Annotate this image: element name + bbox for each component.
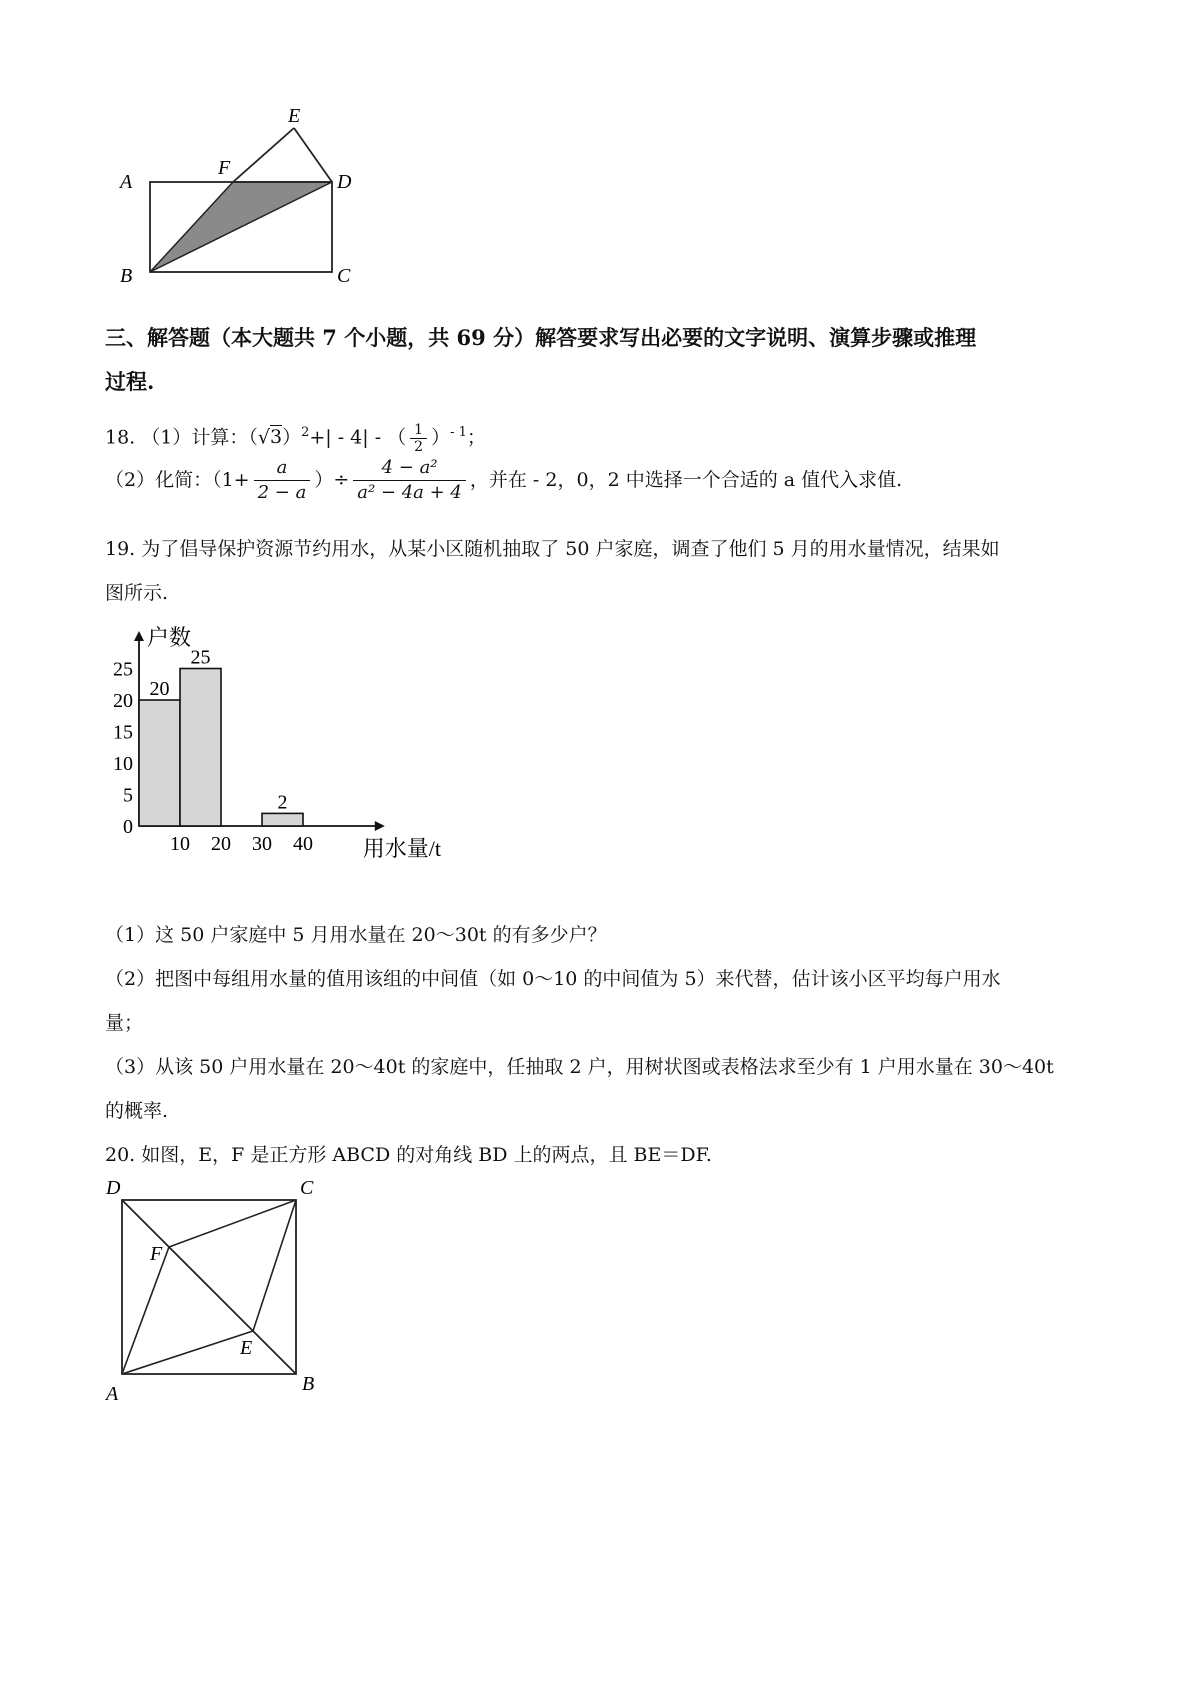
figure-17 [110, 100, 390, 290]
label-f20: F [150, 1243, 163, 1265]
q18-part1-mid3: ） [431, 426, 451, 449]
q18-part2-end: ，并在 - 2，0，2 中选择一个合适的 a 值代入求值. [469, 469, 903, 491]
diagonal-bd [122, 1200, 296, 1374]
x-tick-label: 40 [293, 833, 313, 855]
q18-part1-mid: ） [282, 426, 302, 449]
q18-part1 [105, 420, 486, 455]
exponent-neg1: - 1 [450, 425, 467, 440]
q19-sub3-line1: （3）从该 50 户用水量在 20～40t 的家庭中，任抽取 2 户，用树状图或表格法求至少有 1 户用水量在 30～40t [105, 1056, 1054, 1078]
line-ea [122, 1331, 253, 1374]
x-tick-label: 30 [252, 833, 272, 855]
label-c20: C [300, 1178, 314, 1199]
exponent-2: 2 [301, 425, 310, 440]
label-c: C [337, 265, 351, 287]
half-denominator: 2 [414, 438, 424, 455]
line-ce [253, 1200, 296, 1331]
q18-number: 18. [105, 426, 136, 449]
line-fe [233, 128, 294, 182]
y-axis-arrow [134, 631, 144, 641]
q19-sub2-line2: 量； [105, 1012, 144, 1034]
q20-line1: 20. 如图，E，F 是正方形 ABCD 的对角线 BD 上的两点，且 BE＝DF. [105, 1144, 712, 1166]
bar-value-label: 20 [149, 678, 170, 700]
label-d: D [337, 171, 352, 193]
y-tick-label: 25 [113, 658, 133, 681]
y-tick-label: 5 [123, 784, 133, 807]
label-e20: E [240, 1337, 253, 1359]
label-a: A [120, 171, 133, 193]
line-fc [169, 1200, 296, 1247]
q19-line2: 图所示. [105, 582, 169, 604]
shaded-triangle-bfd [150, 182, 332, 272]
figure-20-square [100, 1178, 340, 1408]
bar-value-label: 2 [277, 791, 288, 814]
section-3-heading: 三、解答题（本大题共 7 个小题，共 69 分）解答要求写出必要的文字说明、演算步骤或推理 [105, 325, 977, 350]
y-tick-label: 15 [113, 721, 133, 744]
label-f: F [218, 157, 231, 179]
label-b20: B [302, 1373, 315, 1395]
water-usage-histogram [105, 612, 445, 872]
sqrt-symbol: √ [257, 426, 270, 449]
line-ed [294, 128, 332, 182]
q18-part2-prefix: （2）化简：（1+ [105, 469, 250, 491]
bar [139, 700, 180, 826]
q19-sub2-line1: （2）把图中每组用水量的值用该组的中间值（如 0～10 的中间值为 5）来代替，估计该小区平均每户用水 [105, 968, 1001, 990]
x-tick-label: 20 [211, 833, 231, 855]
label-b: B [120, 265, 133, 287]
x-tick-label: 10 [170, 833, 190, 855]
q18-part2 [105, 452, 902, 508]
x-axis-arrow [375, 821, 385, 831]
q18-div: ）÷ [314, 469, 350, 491]
bar [180, 669, 221, 827]
y-tick-label: 10 [113, 753, 133, 775]
label-a20: A [106, 1383, 119, 1405]
q18-part1-mid2: +| - 4| - （ [309, 426, 407, 449]
y-tick-label: 20 [113, 690, 133, 712]
line-af [122, 1247, 169, 1374]
q19-line1: 19. 为了倡导保护资源节约用水，从某小区随机抽取了 50 户家庭，调查了他们 5 月的用水量情况，结果如 [105, 538, 1000, 560]
x-axis-label: 用水量/t [362, 836, 442, 861]
bar-value-label: 25 [190, 646, 211, 669]
sqrt-argument: 3 [269, 426, 283, 449]
section-3-heading-cont: 过程. [105, 369, 155, 394]
fraction1-numerator: a [254, 456, 311, 481]
y-axis-label: 户数 [147, 625, 192, 650]
half-numerator: 1 [410, 422, 427, 439]
q19-sub3-line2: 的概率. [105, 1100, 169, 1122]
label-d20: D [106, 1178, 121, 1199]
q19-sub1: （1）这 50 户家庭中 5 月用水量在 20～30t 的有多少户？ [105, 924, 607, 946]
q18-part1-end: ； [466, 426, 486, 449]
fraction2-numerator: 4 − a² [353, 456, 466, 481]
fraction1-denominator: 2 − a [257, 481, 307, 503]
q18-part1-prefix: （1）计算：（ [141, 426, 258, 449]
bar [262, 813, 303, 826]
label-e: E [288, 105, 301, 127]
fraction2-denominator: a² − 4a + 4 [357, 481, 462, 503]
y-tick-label: 0 [123, 816, 133, 838]
